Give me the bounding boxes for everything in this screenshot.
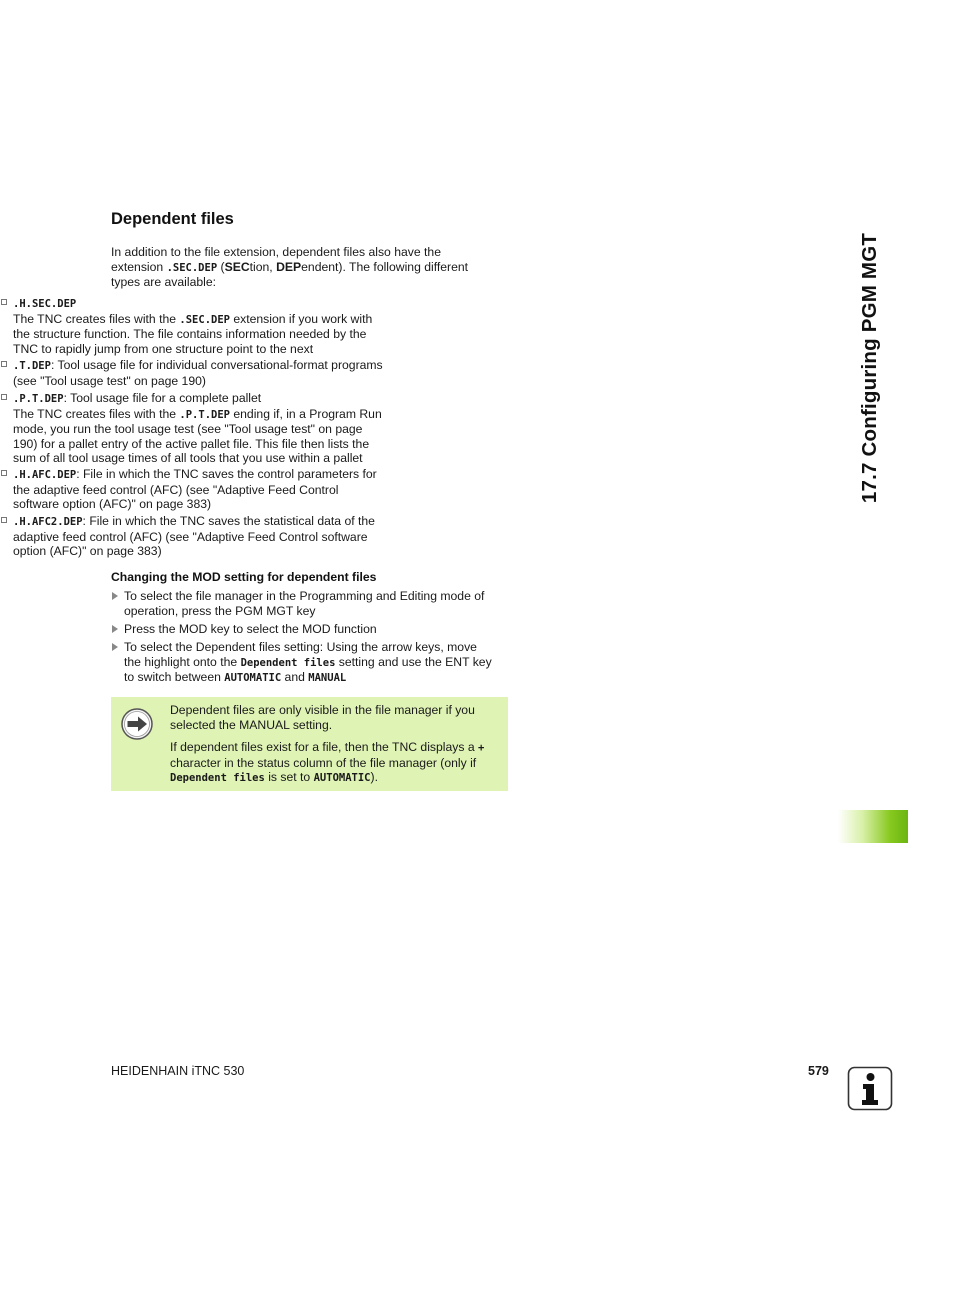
text-line: [13, 358, 401, 374]
text-run: mode, you run the tool usage test (see "Tool usage test" on page: [13, 422, 363, 436]
note-paragraph-1: [170, 703, 500, 732]
text-run: To select the Dependent files setting: Using the arrow keys, move: [124, 640, 477, 654]
text-line: [170, 770, 500, 786]
bullet-square-icon: [1, 470, 7, 476]
code-term: .SEC.DEP: [166, 261, 218, 274]
list-item-text: [13, 514, 401, 559]
text-run: operation, press the PGM MGT key: [124, 603, 316, 618]
arrow-right-circle-icon: [121, 708, 153, 740]
text-run: extension if you work with: [229, 311, 373, 326]
text-line: [124, 589, 514, 604]
subheading: Changing the MOD setting for dependent files: [111, 570, 377, 584]
text-run: selected the MANUAL setting.: [170, 717, 333, 732]
bullet-square-icon: [1, 517, 7, 523]
code-term: Dependent files: [240, 656, 336, 669]
text-line: [13, 544, 401, 559]
text-run: 190) for a pallet entry of the active pallet file. This file then lists the: [13, 436, 370, 451]
text-run: If dependent files exist for a file, then the TNC displays a: [170, 740, 479, 754]
text-line: [111, 275, 511, 290]
text-line: [170, 703, 500, 718]
text-line: [13, 497, 401, 512]
step-text: [124, 622, 514, 637]
text-run: character in the status column of the file manager (only if: [170, 755, 477, 770]
text-run: setting and use the ENT key: [335, 654, 492, 669]
text-run: the adaptive feed control (AFC) (see "Adaptive Feed Control: [13, 482, 339, 497]
list-item-text: [13, 467, 401, 512]
info-i-icon: [847, 1066, 893, 1111]
intro-paragraph: [111, 245, 511, 290]
section-heading: Dependent files: [111, 210, 234, 228]
text-run: (: [217, 259, 225, 274]
text-line: [13, 514, 401, 530]
bullet-square-icon: [1, 299, 7, 305]
note-box: [111, 697, 508, 791]
text-line: [13, 483, 401, 498]
code-term: +: [478, 742, 485, 754]
text-line: [111, 260, 511, 276]
code-term: MANUAL: [308, 672, 347, 684]
chapter-tab-marker: [838, 810, 908, 843]
code-term: .SEC.DEP: [179, 313, 230, 326]
text-line: [111, 245, 511, 260]
text-run: : Tool usage file for individual conversational-format programs: [50, 358, 383, 372]
code-term: .P.T.DEP: [179, 408, 230, 421]
code-term: .H.AFC2.DEP: [13, 516, 83, 528]
text-run: types are available:: [111, 275, 217, 289]
code-term: AUTOMATIC: [313, 772, 371, 784]
text-run: ending if, in a Program Run: [229, 406, 382, 421]
note-paragraph-2: [170, 740, 500, 786]
code-term: Dependent files: [170, 772, 265, 784]
text-run: Press the MOD key to select the MOD function: [124, 622, 377, 636]
text-line: [13, 374, 401, 389]
text-run: the highlight onto the: [124, 654, 241, 669]
text-run: option (AFC)" on page 383): [13, 544, 162, 558]
code-term: AUTOMATIC: [224, 672, 282, 684]
text-run: sum of all tool usage times of all tools that you use within a pallet: [13, 451, 363, 465]
text-run: software option (AFC)" on page 383): [13, 497, 212, 511]
text-run: endent). The following different: [301, 259, 469, 274]
text-run: To select the file manager in the Programming and Editing mode of: [124, 589, 485, 603]
text-line: [13, 530, 401, 545]
text-line: [124, 670, 514, 686]
text-run: : Tool usage file for a complete pallet: [63, 391, 262, 405]
text-line: [13, 467, 401, 483]
bold-term: SEC: [224, 259, 250, 274]
page-number: 579: [808, 1064, 829, 1078]
text-run: tion,: [249, 259, 277, 274]
list-item-text: [13, 296, 401, 356]
triangle-right-icon: [112, 643, 118, 651]
text-line: [170, 756, 500, 771]
bold-term: DEP: [276, 259, 302, 274]
text-run: Dependent files are only visible in the file manager if you: [170, 703, 475, 717]
text-run: to switch between: [124, 670, 225, 684]
text-run: TNC to rapidly jump from one structure point to the next: [13, 341, 314, 356]
text-line: [13, 327, 401, 342]
bullet-square-icon: [1, 394, 7, 400]
text-run: extension: [111, 259, 167, 274]
chapter-side-title-text: 17.7 Configuring PGM MGT: [858, 232, 881, 504]
text-line: [170, 718, 500, 733]
code-term: .H.SEC.DEP: [13, 298, 77, 310]
code-term: .P.T.DEP: [13, 393, 64, 405]
triangle-right-icon: [112, 625, 118, 633]
text-run: is set to: [264, 770, 314, 784]
text-line: [13, 422, 401, 437]
text-line: [13, 296, 401, 312]
text-run: ).: [370, 770, 378, 784]
text-run: : File in which the TNC saves the control parameters for: [76, 467, 377, 481]
text-line: [124, 622, 514, 637]
text-run: : File in which the TNC saves the statistical data of the: [82, 514, 375, 528]
text-line: [13, 342, 401, 357]
text-line: [13, 312, 401, 328]
text-line: [13, 407, 401, 423]
text-run: and: [281, 670, 309, 684]
step-text: [124, 640, 514, 686]
footer-product-name: HEIDENHAIN iTNC 530: [111, 1064, 245, 1078]
text-run: adaptive feed control (AFC) (see "Adaptive Feed Control software: [13, 529, 368, 544]
step-text: [124, 589, 514, 618]
list-item-text: [13, 358, 401, 388]
chapter-side-title: [855, 218, 885, 518]
text-run: The TNC creates files with the: [13, 311, 180, 326]
triangle-right-icon: [112, 592, 118, 600]
code-term: .T.DEP: [13, 360, 51, 372]
text-line: [124, 604, 514, 619]
list-item-text: [13, 391, 401, 466]
text-run: The TNC creates files with the: [13, 406, 180, 421]
text-run: In addition to the file extension, dependent files also have the: [111, 245, 441, 259]
bullet-square-icon: [1, 361, 7, 367]
text-line: [124, 655, 514, 671]
text-line: [170, 740, 500, 756]
code-term: .H.AFC.DEP: [13, 469, 77, 481]
text-line: [13, 451, 401, 466]
text-run: (see "Tool usage test" on page 190): [13, 373, 206, 388]
text-run: the structure function. The file contains information needed by the: [13, 327, 367, 341]
text-line: [13, 437, 401, 452]
text-line: [124, 640, 514, 655]
text-line: [13, 391, 401, 407]
